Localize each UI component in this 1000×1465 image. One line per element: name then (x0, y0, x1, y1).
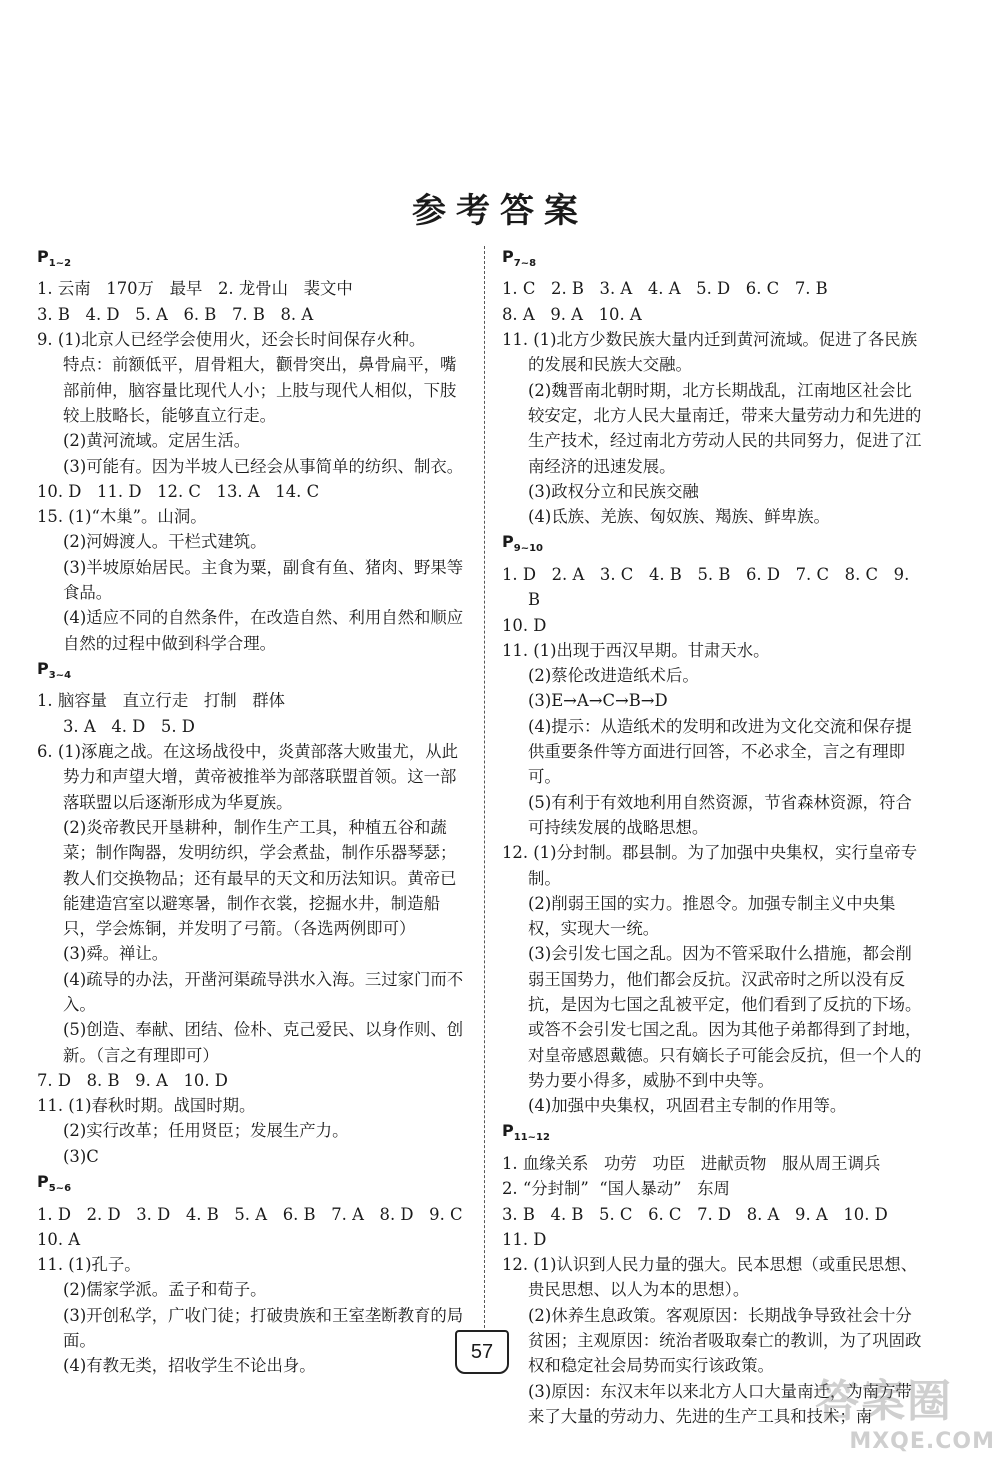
answer-line: (2)蔡伦改进造纸术后。 (528, 666, 699, 686)
answer-line: 1. 血缘关系 功劳 功臣 进献贡物 服从周王调兵 (502, 1153, 881, 1173)
answer-line: (3)半坡原始居民。主食为粟，副食有鱼、猪肉、野果等食品。 (63, 557, 464, 603)
section-range: 5~6 (48, 1183, 72, 1195)
section-heading (37, 244, 469, 276)
section-heading (502, 1118, 922, 1150)
answer-line: (4)提示：从造纸术的发明和改进为文化交流和保存提供重要条件等方面进行回答，不必求全，言之有理即可。 (528, 716, 912, 787)
answer-line: (2)魏晋南北朝时期，北方长期战乱，江南地区社会比较安定，北方人民大量南迁，带来大量劳动力和先进的生产技术，经过南北方劳动人民的共同努力，促进了江南经济的迅速发展。 (528, 380, 922, 476)
answer-line: 3. A 4. D 5. D (63, 716, 195, 736)
answer-line: 11. (1)孔子。 (37, 1255, 141, 1275)
answer-line: 11. (1)出现于西汉早期。甘肃天水。 (502, 640, 770, 660)
page-number: 57 (455, 1330, 509, 1374)
answer-line: (4)加强中央集权，巩固君主专制的作用等。 (528, 1096, 847, 1116)
answer-line: 3. B 4. D 5. A 6. B 7. B 8. A (37, 304, 314, 324)
answer-line: (5)有利于有效地利用自然资源，节省森林资源，符合可持续发展的战略思想。 (528, 792, 912, 837)
answer-line: 特点：前额低平，眉骨粗大，颧骨突出，鼻骨扁平，嘴部前伸，脑容量比现代人小；上肢与现代人相似，下肢较上肢略长，能够直立行走。 (63, 355, 457, 425)
answer-line: (3)会引发七国之乱。因为不管采取什么措施，都会削弱王国势力，他们都会反抗。汉武帝时之所以没有反抗，是因为七国之乱被平定，他们看到了反抗的下场。或答不会引发七国之乱。因为其他子弟都得到了封地，对皇帝感恩戴德。只有嫡长子可能会反抗，但一个人的势力要小得多，威胁不到中央等。 (528, 944, 922, 1090)
answer-line: (4)疏导的办法，开凿河渠疏导洪水入海。三过家门而不入。 (63, 969, 464, 1014)
answer-line: 12. (1)认识到人民力量的强大。民本思想（或重民思想、贵民思想、以人为本的思想）。 (502, 1255, 918, 1300)
answer-line: 1. D 2. D 3. D 4. B 5. A 6. B 7. A 8. D 9. C (37, 1204, 463, 1224)
answer-line: 6. (1)涿鹿之战。在这场战役中，炎黄部落大败蚩尤，从此势力和声望大增，黄帝被推举为部落联盟首领。这一部落联盟以后逐渐形成为华夏族。 (37, 742, 459, 812)
section-letter: P (502, 1121, 514, 1141)
section-heading (502, 529, 922, 561)
column-divider (484, 246, 485, 1328)
watermark-main: 答案圈 (815, 1376, 953, 1427)
answer-line: 11. (1)春秋时期。战国时期。 (37, 1096, 256, 1116)
answer-line: 15. (1)“木巢”。山洞。 (37, 507, 207, 527)
answer-line: 10. A (37, 1229, 81, 1249)
answer-line: 12. (1)分封制。郡县制。为了加强中央集权，实行皇帝专制。 (502, 843, 918, 888)
section-heading (37, 656, 469, 688)
answer-line: 7. D 8. B 9. A 10. D (37, 1070, 228, 1090)
left-column (37, 244, 469, 1379)
answer-line: (3)政权分立和民族交融 (528, 481, 699, 501)
answer-line: (3)可能有。因为半坡人已经会从事简单的纺织、制衣。 (63, 456, 464, 476)
section-letter: P (502, 247, 514, 266)
answer-line: 1. C 2. B 3. A 4. A 5. D 6. C 7. B (502, 279, 828, 299)
watermark-sub: MXQE.COM (849, 1429, 995, 1454)
section-range: 7~8 (513, 258, 537, 270)
page-title: 参考答案 (412, 191, 588, 231)
answer-line: (2)休养生息政策。客观原因：长期战争导致社会十分贫困；主观原因：统治者吸取秦亡的教训，为了巩固政权和稳定社会局势而实行该政策。 (528, 1305, 922, 1376)
section-letter: P (502, 532, 514, 552)
section-letter: P (37, 658, 49, 678)
answer-line: (4)氐族、羌族、匈奴族、羯族、鲜卑族。 (528, 507, 830, 527)
answer-line: 11. (1)北方少数民族大量内迁到黄河流域。促进了各民族的发展和民族大交融。 (502, 330, 918, 375)
answer-line: (4)适应不同的自然条件，在改造自然、利用自然和顺应自然的过程中做到科学合理。 (63, 608, 464, 653)
answer-line: 1. 云南 170万 最早 2. 龙骨山 裴文中 (37, 279, 353, 299)
answer-line: 1. D 2. A 3. C 4. B 5. B 6. D 7. C 8. C 9. B (502, 564, 915, 610)
answer-line: (5)创造、奉献、团结、俭朴、克己爱民、以身作则、创新。（言之有理即可） (63, 1020, 464, 1065)
answer-line: 8. A 9. A 10. A (502, 304, 642, 324)
answer-line: (2)儒家学派。孟子和荀子。 (63, 1280, 267, 1300)
answer-line: (3)C (63, 1146, 99, 1166)
answer-line: (2)河姆渡人。干栏式建筑。 (63, 532, 267, 552)
section-letter: P (37, 1172, 49, 1192)
section-range: 3~4 (48, 670, 72, 682)
answer-line: (2)炎帝教民开垦耕种，制作生产工具，种植五谷和蔬菜；制作陶器，发明纺织，学会煮盐，制作乐器琴瑟；教人们交换物品；还有最早的天文和历法知识。黄帝已能建造宫室以避寒暑，制作衣裳，挖掘水井，制造船只，学会炼铜，并发明了弓箭。（各选两例即可） (63, 817, 457, 939)
section-letter: P (37, 247, 49, 266)
right-column (502, 244, 922, 1429)
answer-line: (3)开创私学，广收门徒；打破贵族和王室垄断教育的局面。 (63, 1305, 464, 1351)
section-heading (37, 1169, 469, 1201)
watermark-logo (815, 1365, 995, 1460)
section-range: 9~10 (513, 543, 543, 555)
answer-line: (2)黄河流域。定居生活。 (63, 431, 251, 451)
section-range: 1~2 (48, 258, 72, 270)
section-range: 11~12 (513, 1132, 550, 1144)
answer-line: (3)E→A→C→B→D (528, 691, 668, 711)
answer-line: 3. B 4. B 5. C 6. C 7. D 8. A 9. A 10. D (502, 1204, 888, 1224)
answer-line: (2)实行改革；任用贤臣；发展生产力。 (63, 1121, 349, 1141)
answer-line: (3)舜。禅让。 (63, 944, 169, 964)
answer-line: (4)有教无类，招收学生不论出身。 (63, 1356, 316, 1376)
section-heading (502, 244, 922, 276)
answer-line: 9. (1)北京人已经学会使用火，还会长时间保存火种。 (37, 330, 426, 350)
answer-line: 10. D (502, 615, 547, 635)
answer-line: 11. D (502, 1229, 547, 1249)
answer-line: 10. D 11. D 12. C 13. A 14. C (37, 481, 320, 501)
answer-line: (2)削弱王国的实力。推恩令。加强专制主义中央集权，实现大一统。 (528, 893, 896, 939)
answer-line: 1. 脑容量 直立行走 打制 群体 (37, 691, 286, 711)
answer-line: (3)原因：东汉末年以来北方人口大量南迁，为南方带来了大量的劳动力、先进的生产工具和技术；南 (528, 1381, 912, 1426)
answer-line: 2. “分封制” “国人暴动” 东周 (502, 1179, 730, 1199)
